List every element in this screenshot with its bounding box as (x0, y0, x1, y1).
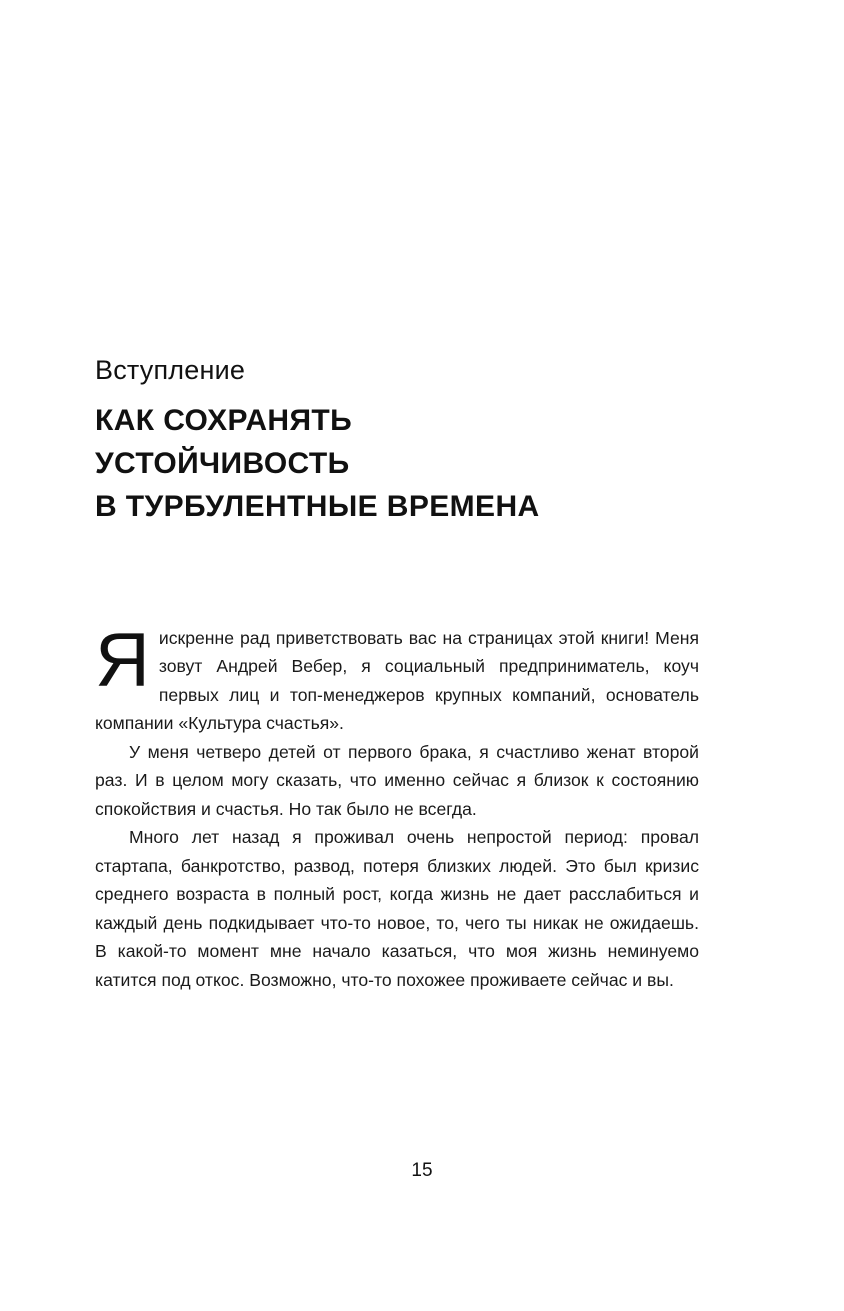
paragraph: искренне рад приветствовать вас на страницах этой книги! Меня зовут Андрей Вебер, я социальный предприниматель, коуч первых лиц и топ-менеджеров крупных компаний, основатель компании «Культура счастья». (95, 627, 699, 734)
first-paragraph-block (95, 617, 699, 738)
chapter-title-line-3: В ТУРБУЛЕНТНЫЕ ВРЕМЕНА (95, 489, 540, 523)
body-text (95, 617, 699, 995)
chapter-title-line-2: УСТОЙЧИВОСТЬ (95, 446, 350, 480)
page-number: 15 (411, 1160, 433, 1181)
page-title (95, 400, 699, 529)
chapter-label: Вступление (95, 355, 246, 385)
paragraph: Много лет назад я проживал очень непростой период: провал стартапа, банкротство, развод, потеря близких людей. Это был кризис среднего возраста в полный рост, когда жизнь не дает расслабиться и каждый день подкидывает что-то новое, то, чего ты никак не ожидаешь. В какой-то момент мне начало казаться, что моя жизнь неминуемо катится под откос. Возможно, что-то похожее проживаете сейчас и вы. (95, 827, 699, 990)
page-content (95, 355, 699, 994)
chapter-title-line-1: КАК СОХРАНЯТЬ (95, 404, 353, 438)
paragraph: У меня четверо детей от первого брака, я счастливо женат второй раз. И в целом могу сказать, что именно сейчас я близок к состоянию спокойствия и счастья. Но так было не всегда. (95, 741, 699, 819)
drop-cap: Я (95, 617, 150, 703)
